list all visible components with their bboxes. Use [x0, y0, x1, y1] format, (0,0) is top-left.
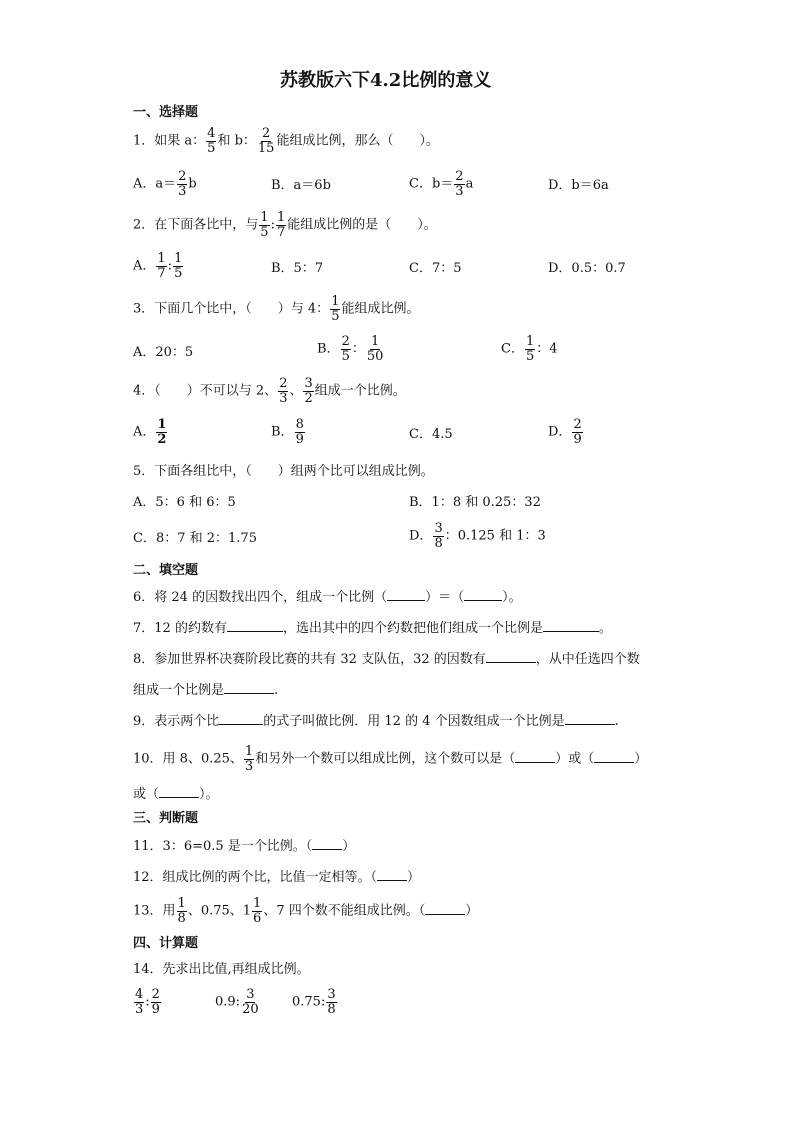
fraction	[177, 170, 187, 198]
option-d: D．0.5：0.7	[548, 261, 626, 276]
question-9	[133, 715, 619, 728]
numerator: 2	[151, 987, 160, 1002]
fraction	[433, 522, 443, 550]
option-text: C．b＝	[409, 176, 454, 192]
denominator: 8	[327, 1001, 336, 1017]
numerator: 2	[279, 376, 288, 391]
fraction	[330, 295, 340, 323]
question-4	[133, 377, 406, 405]
denominator: 7	[157, 265, 166, 281]
numerator: 2	[262, 126, 271, 141]
option-text: b	[188, 176, 197, 192]
colon: :	[145, 994, 150, 1010]
option-c: C．7：5	[409, 261, 462, 276]
page-title: 苏教版六下4.2比例的意义	[280, 70, 492, 91]
numerator: 3	[304, 376, 313, 391]
question-text: 7．12 的约数有	[133, 621, 227, 636]
question-text: 13．用	[133, 903, 176, 919]
question-text: 、7 四个数不能组成比例。（	[263, 903, 426, 919]
denominator: 5	[207, 140, 216, 156]
numerator: 1	[260, 210, 269, 225]
numerator: 1	[253, 896, 262, 911]
option-text: C．	[501, 341, 524, 357]
fraction	[572, 418, 582, 446]
question-text: 1．如果 a：	[133, 133, 206, 149]
question-13	[133, 897, 478, 925]
question-text: 和 b：	[217, 133, 256, 149]
answer-blank[interactable]	[464, 600, 502, 601]
section-heading-choice: 一、选择题	[133, 105, 199, 120]
question-text: 组成一个比例是	[133, 683, 225, 698]
denominator: 8	[434, 535, 443, 551]
expression-3	[292, 988, 338, 1016]
question-text: 。	[598, 621, 612, 636]
question-text: ）。	[502, 590, 522, 605]
denominator: 50	[366, 348, 384, 364]
separator: 、	[289, 383, 303, 399]
question-text: 11．3：6=0.5 是一个比例。（	[133, 839, 313, 854]
fraction	[259, 211, 269, 239]
numerator: 2	[178, 169, 187, 184]
answer-blank[interactable]	[377, 880, 407, 881]
option-a	[133, 170, 197, 198]
fraction	[156, 252, 166, 280]
fraction	[276, 211, 286, 239]
denominator: 3	[244, 758, 254, 774]
option-text: ：0.125 和 1：3	[444, 528, 546, 544]
ratio-text: 0.9:	[215, 994, 241, 1010]
question-text: 能组成比例。	[341, 301, 420, 317]
section-heading-calc: 四、计算题	[133, 936, 199, 951]
denominator: 5	[341, 348, 350, 364]
colon: ：	[351, 341, 365, 357]
numerator: 1	[244, 744, 254, 759]
section-heading-judge: 三、判断题	[133, 811, 199, 826]
question-text: 6．将 24 的因数找出四个，组成一个比例（	[133, 590, 388, 605]
question-text: 的式子叫做比例．用 12 的 4 个因数组成一个比例是	[263, 714, 565, 729]
numerator: 1	[331, 294, 340, 309]
denominator: 5	[331, 308, 340, 324]
question-text: 和另外一个数可以组成比例，这个数可以是（	[255, 751, 516, 767]
question-text: 、0.75、1	[187, 903, 252, 919]
question-10	[133, 745, 647, 773]
option-c	[409, 170, 473, 198]
colon: :	[167, 258, 173, 274]
expression-2	[215, 988, 261, 1016]
option-text: A．a＝	[133, 176, 177, 192]
answer-blank[interactable]	[387, 600, 425, 601]
option-c	[501, 335, 558, 363]
fraction	[206, 127, 216, 155]
fraction	[303, 377, 313, 405]
numerator: 1	[157, 417, 167, 432]
option-b	[317, 335, 385, 363]
question-8	[133, 653, 640, 666]
fraction	[244, 745, 254, 773]
question-10-cont	[133, 788, 219, 801]
numerator: 4	[207, 126, 216, 141]
fraction	[173, 252, 183, 280]
fraction	[156, 418, 167, 446]
option-text: D．	[548, 424, 572, 440]
numerator: 2	[455, 169, 464, 184]
numerator: 4	[135, 987, 144, 1002]
question-7	[133, 622, 612, 635]
fraction	[341, 335, 351, 363]
question-text: 能组成比例的是（ ）。	[287, 217, 437, 233]
expression-1	[133, 988, 162, 1016]
option-text: a	[465, 176, 474, 192]
numerator: 1	[157, 251, 166, 266]
denominator: 9	[295, 431, 304, 447]
numerator: 1	[370, 334, 380, 349]
denominator: 3	[178, 183, 187, 199]
question-2	[133, 211, 437, 239]
option-a	[133, 252, 184, 280]
denominator: 3	[279, 390, 288, 406]
answer-blank[interactable]	[224, 693, 274, 694]
option-text: A．	[133, 258, 156, 274]
option-c: C．8：7 和 2：1.75	[133, 531, 257, 546]
answer-blank[interactable]	[515, 762, 555, 763]
denominator: 5	[260, 224, 269, 240]
question-12	[133, 871, 420, 884]
question-text: 能组成比例，那么（ ）。	[276, 133, 439, 149]
question-text: 3．下面几个比中，（ ）与 4：	[133, 301, 330, 317]
denominator: 3	[455, 183, 464, 199]
question-text: ）。	[199, 787, 219, 802]
numerator: 8	[295, 417, 304, 432]
fraction	[151, 988, 161, 1016]
fraction	[525, 335, 535, 363]
denominator: 9	[151, 1001, 160, 1017]
option-text: ：4	[536, 341, 558, 357]
denominator: 20	[242, 1001, 259, 1017]
question-text: 8．参加世界杯决赛阶段比赛的共有 32 支队伍，32 的因数有	[133, 652, 486, 667]
answer-blank[interactable]	[486, 662, 536, 663]
numerator: 2	[573, 417, 582, 432]
fraction	[177, 897, 187, 925]
question-6	[133, 591, 522, 604]
answer-blank[interactable]	[565, 724, 615, 725]
question-text: ）	[342, 839, 356, 854]
answer-blank[interactable]	[543, 631, 599, 632]
denominator: 2	[304, 390, 313, 406]
denominator: 8	[177, 910, 186, 926]
numerator: 1	[177, 896, 186, 911]
fraction	[134, 988, 144, 1016]
fraction	[252, 897, 262, 925]
option-b: B．5：7	[271, 261, 324, 276]
fraction	[366, 335, 385, 363]
question-3	[133, 295, 419, 323]
question-text: .	[274, 683, 279, 698]
question-5: 5．下面各组比中，（ ）组两个比可以组成比例。	[133, 464, 434, 479]
option-b: B．1：8 和 0.25：32	[409, 495, 541, 510]
fraction	[295, 418, 305, 446]
question-text: ）	[465, 903, 479, 919]
question-text: ）	[407, 870, 421, 885]
option-a	[133, 418, 168, 446]
denominator: 7	[276, 224, 286, 240]
section-heading-fill: 二、填空题	[133, 563, 199, 578]
fraction	[454, 170, 464, 198]
denominator: 5	[174, 265, 183, 281]
denominator: 9	[573, 431, 582, 447]
denominator: 2	[157, 431, 167, 447]
answer-blank[interactable]	[312, 849, 342, 850]
question-11	[133, 840, 355, 853]
numerator: 1	[174, 251, 183, 266]
option-c: C．4.5	[409, 427, 453, 442]
fraction	[278, 377, 288, 405]
denominator: 5	[525, 348, 535, 364]
question-text: 12．组成比例的两个比，比值一定相等。（	[133, 870, 378, 885]
answer-blank[interactable]	[425, 914, 465, 915]
question-text: 10．用 8、0.25、	[133, 751, 243, 767]
fraction	[326, 988, 336, 1016]
option-d: D．b＝6a	[548, 178, 609, 193]
answer-blank[interactable]	[594, 762, 634, 763]
numerator: 3	[327, 987, 336, 1002]
denominator: 3	[135, 1001, 144, 1017]
question-text: 9．表示两个比	[133, 714, 220, 729]
answer-blank[interactable]	[159, 797, 199, 798]
question-text: .	[614, 714, 619, 729]
numerator: 1	[525, 334, 535, 349]
question-text: 或（	[133, 787, 160, 802]
fraction	[241, 988, 260, 1016]
fraction	[257, 127, 276, 155]
answer-blank[interactable]	[219, 724, 263, 725]
question-text: 组成一个比例。	[314, 383, 406, 399]
question-text: ，选出其中的四个约数把他们组成一个比例是	[282, 621, 543, 636]
colon: :	[270, 217, 275, 233]
numerator: 1	[276, 210, 286, 225]
question-text: ）＝（	[425, 590, 465, 605]
question-text: 4．（ ）不可以与 2、	[133, 383, 278, 399]
numerator: 3	[246, 987, 255, 1002]
numerator: 2	[341, 334, 350, 349]
option-d	[409, 522, 546, 550]
denominator: 6	[253, 910, 262, 926]
answer-blank[interactable]	[227, 631, 283, 632]
question-text: ，从中任选四个数	[535, 652, 640, 667]
option-text: A．	[133, 424, 156, 440]
question-text: 2．在下面各比中，与	[133, 217, 259, 233]
denominator: 15	[257, 140, 275, 156]
question-text: ）或（	[555, 751, 595, 767]
option-text: B．	[317, 341, 340, 357]
option-a: A．5：6 和 6：5	[133, 495, 236, 510]
numerator: 3	[434, 521, 443, 536]
option-text: D．	[409, 528, 433, 544]
ratio-text: 0.75:	[292, 994, 326, 1010]
option-b: B．a＝6b	[271, 178, 331, 193]
question-14: 14．先求出比值,再组成比例。	[133, 962, 310, 977]
option-text: B．	[271, 424, 294, 440]
question-text: ）	[634, 751, 648, 767]
option-a: A．20：5	[133, 345, 194, 360]
question-1	[133, 127, 439, 155]
option-b	[271, 418, 306, 446]
question-8-cont	[133, 684, 278, 697]
option-d	[548, 418, 584, 446]
